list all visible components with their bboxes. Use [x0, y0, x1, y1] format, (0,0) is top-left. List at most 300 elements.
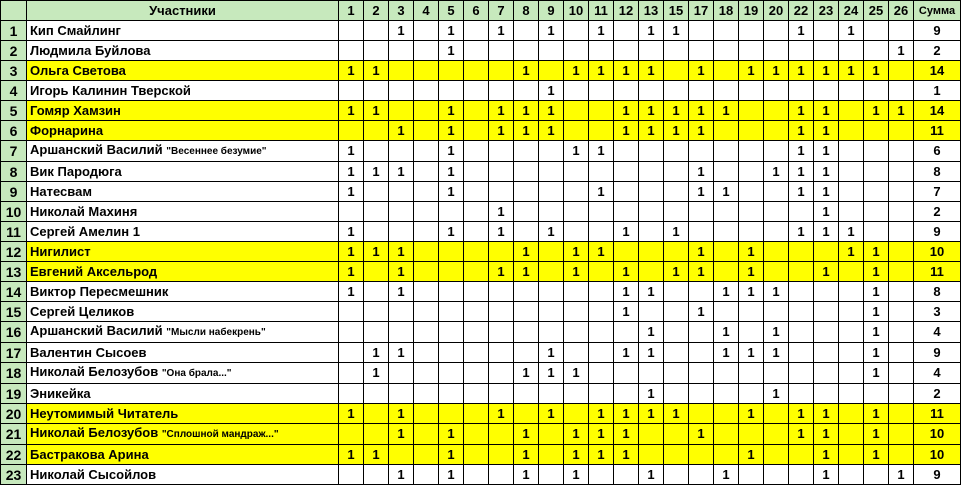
- round-mark: [889, 424, 914, 445]
- round-mark: [489, 343, 514, 363]
- header-round-12: 12: [614, 1, 639, 21]
- participant-name: Николай Белозубов: [30, 364, 159, 379]
- round-mark: 1: [839, 21, 864, 41]
- table-row: [1, 404, 961, 424]
- round-mark: 1: [739, 262, 764, 282]
- round-mark: [389, 384, 414, 404]
- round-mark: 1: [814, 101, 839, 121]
- round-mark: [564, 222, 589, 242]
- round-mark: 1: [864, 322, 889, 343]
- round-mark: [489, 322, 514, 343]
- row-number: 14: [1, 282, 27, 302]
- row-sum: 2: [914, 202, 961, 222]
- round-mark: 1: [439, 21, 464, 41]
- round-mark: [614, 41, 639, 61]
- participant-name: Николай Махиня: [30, 203, 138, 219]
- participant-name: Аршанский Василий: [30, 323, 163, 338]
- round-mark: [814, 21, 839, 41]
- header-round-19: 19: [739, 1, 764, 21]
- round-mark: [614, 322, 639, 343]
- round-mark: [614, 363, 639, 384]
- round-mark: [539, 282, 564, 302]
- round-mark: [414, 363, 439, 384]
- round-mark: [564, 162, 589, 182]
- round-mark: 1: [389, 424, 414, 445]
- round-mark: [439, 242, 464, 262]
- round-mark: [714, 404, 739, 424]
- round-mark: [489, 445, 514, 465]
- round-mark: [814, 322, 839, 343]
- round-mark: 1: [864, 61, 889, 81]
- round-mark: 1: [614, 282, 639, 302]
- round-mark: [364, 202, 389, 222]
- row-sum: 6: [914, 141, 961, 162]
- round-mark: [714, 21, 739, 41]
- round-mark: [714, 424, 739, 445]
- round-mark: [414, 404, 439, 424]
- round-mark: [639, 41, 664, 61]
- row-sum: 10: [914, 445, 961, 465]
- round-mark: 1: [339, 282, 364, 302]
- round-mark: [739, 141, 764, 162]
- round-mark: 1: [689, 262, 714, 282]
- round-mark: [339, 21, 364, 41]
- round-mark: 1: [714, 282, 739, 302]
- row-sum: 11: [914, 121, 961, 141]
- participant-cell: [27, 101, 339, 121]
- round-mark: [764, 424, 789, 445]
- round-mark: 1: [789, 182, 814, 202]
- row-number: 13: [1, 262, 27, 282]
- round-mark: 1: [789, 222, 814, 242]
- participant-name: Бастракова Арина: [30, 446, 149, 462]
- round-mark: [439, 202, 464, 222]
- round-mark: 1: [864, 343, 889, 363]
- row-number: 12: [1, 242, 27, 262]
- row-number: 17: [1, 343, 27, 363]
- round-mark: 1: [639, 21, 664, 41]
- round-mark: 1: [689, 162, 714, 182]
- round-mark: 1: [664, 262, 689, 282]
- round-mark: [689, 322, 714, 343]
- round-mark: [414, 343, 439, 363]
- round-mark: [389, 81, 414, 101]
- round-mark: [389, 41, 414, 61]
- participant-cell: [27, 222, 339, 242]
- round-mark: 1: [589, 404, 614, 424]
- table-row: [1, 202, 961, 222]
- round-mark: [564, 404, 589, 424]
- round-mark: [739, 162, 764, 182]
- participant-cell: [27, 262, 339, 282]
- round-mark: 1: [689, 121, 714, 141]
- round-mark: [414, 202, 439, 222]
- round-mark: [839, 445, 864, 465]
- round-mark: [414, 141, 439, 162]
- round-mark: [614, 242, 639, 262]
- round-mark: [889, 262, 914, 282]
- round-mark: [664, 302, 689, 322]
- round-mark: [739, 302, 764, 322]
- round-mark: [414, 222, 439, 242]
- participant-name: Неутомимый Читатель: [30, 405, 179, 421]
- round-mark: [714, 242, 739, 262]
- round-mark: [439, 404, 464, 424]
- round-mark: [789, 282, 814, 302]
- round-mark: 1: [789, 404, 814, 424]
- round-mark: 1: [514, 363, 539, 384]
- round-mark: 1: [389, 121, 414, 141]
- round-mark: [489, 81, 514, 101]
- round-mark: 1: [339, 445, 364, 465]
- round-mark: [364, 282, 389, 302]
- round-mark: 1: [689, 182, 714, 202]
- round-mark: [514, 21, 539, 41]
- round-mark: [464, 41, 489, 61]
- round-mark: [489, 363, 514, 384]
- round-mark: 1: [739, 404, 764, 424]
- round-mark: 1: [564, 61, 589, 81]
- round-mark: 1: [739, 242, 764, 262]
- round-mark: [764, 242, 789, 262]
- round-mark: [589, 343, 614, 363]
- round-mark: [714, 363, 739, 384]
- round-mark: [689, 445, 714, 465]
- participant-cell: [27, 363, 339, 384]
- participant-cell: [27, 384, 339, 404]
- round-mark: [864, 121, 889, 141]
- participant-name: Аршанский Василий: [30, 142, 163, 157]
- participant-name: Нигилист: [30, 243, 91, 259]
- round-mark: [864, 222, 889, 242]
- round-mark: 1: [689, 61, 714, 81]
- participant-cell: [27, 404, 339, 424]
- round-mark: [764, 182, 789, 202]
- round-mark: [689, 363, 714, 384]
- round-mark: [664, 182, 689, 202]
- round-mark: [614, 141, 639, 162]
- round-mark: [514, 222, 539, 242]
- round-mark: 1: [864, 262, 889, 282]
- round-mark: 1: [714, 322, 739, 343]
- round-mark: [414, 445, 439, 465]
- table-row: [1, 81, 961, 101]
- round-mark: 1: [889, 101, 914, 121]
- round-mark: [839, 141, 864, 162]
- round-mark: [839, 302, 864, 322]
- round-mark: [589, 262, 614, 282]
- round-mark: [414, 21, 439, 41]
- header-round-25: 25: [864, 1, 889, 21]
- round-mark: [439, 363, 464, 384]
- round-mark: [564, 101, 589, 121]
- round-mark: [864, 141, 889, 162]
- round-mark: [664, 81, 689, 101]
- round-mark: [464, 202, 489, 222]
- round-mark: [889, 81, 914, 101]
- round-mark: [614, 465, 639, 485]
- round-mark: [839, 384, 864, 404]
- round-mark: 1: [439, 101, 464, 121]
- header-round-6: 6: [464, 1, 489, 21]
- round-mark: [839, 262, 864, 282]
- row-number: 1: [1, 21, 27, 41]
- round-mark: [839, 182, 864, 202]
- row-number: 16: [1, 322, 27, 343]
- round-mark: 1: [364, 242, 389, 262]
- round-mark: [764, 101, 789, 121]
- row-number: 18: [1, 363, 27, 384]
- round-mark: 1: [514, 465, 539, 485]
- participant-name: Эникейка: [30, 385, 91, 401]
- round-mark: [764, 121, 789, 141]
- table-row: [1, 262, 961, 282]
- round-mark: [764, 222, 789, 242]
- round-mark: [639, 202, 664, 222]
- round-mark: [439, 322, 464, 343]
- round-mark: [689, 202, 714, 222]
- table-row: [1, 302, 961, 322]
- round-mark: 1: [864, 302, 889, 322]
- round-mark: [464, 262, 489, 282]
- round-mark: [464, 101, 489, 121]
- round-mark: [464, 302, 489, 322]
- round-mark: 1: [814, 121, 839, 141]
- round-mark: [464, 465, 489, 485]
- round-mark: [414, 424, 439, 445]
- participant-name: Николай Белозубов: [30, 425, 159, 440]
- round-mark: 1: [714, 182, 739, 202]
- table-row: [1, 141, 961, 162]
- row-sum: 4: [914, 363, 961, 384]
- row-number: 3: [1, 61, 27, 81]
- round-mark: 1: [564, 141, 589, 162]
- round-mark: [789, 363, 814, 384]
- round-mark: [814, 41, 839, 61]
- round-mark: [364, 21, 389, 41]
- row-sum: 8: [914, 282, 961, 302]
- round-mark: [839, 465, 864, 485]
- round-mark: 1: [364, 445, 389, 465]
- header-round-23: 23: [814, 1, 839, 21]
- row-sum: 9: [914, 343, 961, 363]
- round-mark: [889, 121, 914, 141]
- round-mark: [439, 61, 464, 81]
- row-number: 4: [1, 81, 27, 101]
- round-mark: [864, 162, 889, 182]
- participant-cell: [27, 242, 339, 262]
- round-mark: [339, 363, 364, 384]
- round-mark: [514, 404, 539, 424]
- round-mark: [839, 202, 864, 222]
- header-round-26: 26: [889, 1, 914, 21]
- round-mark: 1: [339, 162, 364, 182]
- round-mark: [364, 141, 389, 162]
- round-mark: [889, 445, 914, 465]
- round-mark: [664, 242, 689, 262]
- round-mark: 1: [489, 21, 514, 41]
- participant-cell: [27, 322, 339, 343]
- round-mark: 1: [814, 162, 839, 182]
- round-mark: [614, 202, 639, 222]
- round-mark: [589, 202, 614, 222]
- round-mark: [364, 182, 389, 202]
- round-mark: [539, 61, 564, 81]
- round-mark: [839, 81, 864, 101]
- round-mark: [839, 282, 864, 302]
- round-mark: 1: [639, 121, 664, 141]
- round-mark: 1: [714, 101, 739, 121]
- header-round-15: 15: [664, 1, 689, 21]
- round-mark: 1: [339, 222, 364, 242]
- round-mark: [639, 302, 664, 322]
- round-mark: [414, 302, 439, 322]
- round-mark: 1: [739, 61, 764, 81]
- round-mark: [339, 41, 364, 61]
- round-mark: [664, 41, 689, 61]
- round-mark: [664, 282, 689, 302]
- round-mark: 1: [764, 343, 789, 363]
- row-number: 2: [1, 41, 27, 61]
- round-mark: [639, 445, 664, 465]
- round-mark: [714, 141, 739, 162]
- round-mark: [539, 242, 564, 262]
- table-row: [1, 61, 961, 81]
- round-mark: 1: [564, 363, 589, 384]
- header-row: [1, 1, 961, 21]
- round-mark: 1: [439, 445, 464, 465]
- round-mark: 1: [639, 343, 664, 363]
- round-mark: [364, 322, 389, 343]
- participant-cell: [27, 121, 339, 141]
- round-mark: [389, 101, 414, 121]
- header-corner: [1, 1, 27, 21]
- row-sum: 11: [914, 404, 961, 424]
- round-mark: 1: [839, 61, 864, 81]
- round-mark: 1: [514, 242, 539, 262]
- round-mark: [514, 302, 539, 322]
- round-mark: [414, 121, 439, 141]
- round-mark: [489, 282, 514, 302]
- round-mark: [714, 121, 739, 141]
- round-mark: [764, 41, 789, 61]
- round-mark: [739, 101, 764, 121]
- header-round-22: 22: [789, 1, 814, 21]
- round-mark: [389, 363, 414, 384]
- round-mark: 1: [439, 41, 464, 61]
- round-mark: [539, 465, 564, 485]
- round-mark: 1: [539, 222, 564, 242]
- round-mark: [414, 465, 439, 485]
- round-mark: [389, 141, 414, 162]
- round-mark: [514, 282, 539, 302]
- round-mark: [889, 302, 914, 322]
- round-mark: 1: [814, 262, 839, 282]
- round-mark: [789, 302, 814, 322]
- row-sum: 3: [914, 302, 961, 322]
- round-mark: [589, 101, 614, 121]
- participant-cell: [27, 141, 339, 162]
- round-mark: 1: [664, 101, 689, 121]
- round-mark: 1: [389, 162, 414, 182]
- round-mark: [714, 61, 739, 81]
- round-mark: [464, 121, 489, 141]
- row-sum: 4: [914, 322, 961, 343]
- round-mark: 1: [714, 465, 739, 485]
- row-sum: 9: [914, 21, 961, 41]
- header-round-9: 9: [539, 1, 564, 21]
- row-sum: 10: [914, 242, 961, 262]
- round-mark: [464, 384, 489, 404]
- table-row: [1, 21, 961, 41]
- row-sum: 9: [914, 222, 961, 242]
- round-mark: 1: [614, 101, 639, 121]
- participant-name: Людмила Буйлова: [30, 42, 151, 58]
- round-mark: [364, 41, 389, 61]
- table-row: [1, 384, 961, 404]
- round-mark: [639, 141, 664, 162]
- round-mark: 1: [789, 424, 814, 445]
- round-mark: [739, 81, 764, 101]
- round-mark: 1: [789, 61, 814, 81]
- round-mark: 1: [814, 222, 839, 242]
- table-row: [1, 465, 961, 485]
- participant-name: Гомяр Хамзин: [30, 102, 121, 118]
- round-mark: [864, 41, 889, 61]
- round-mark: [689, 81, 714, 101]
- round-mark: [464, 282, 489, 302]
- round-mark: 1: [814, 465, 839, 485]
- round-mark: 1: [539, 21, 564, 41]
- round-mark: 1: [339, 61, 364, 81]
- round-mark: 1: [564, 445, 589, 465]
- round-mark: [514, 384, 539, 404]
- round-mark: 1: [439, 465, 464, 485]
- round-mark: [489, 182, 514, 202]
- round-mark: [589, 363, 614, 384]
- round-mark: 1: [664, 222, 689, 242]
- round-mark: 1: [364, 363, 389, 384]
- round-mark: 1: [489, 404, 514, 424]
- round-mark: [889, 182, 914, 202]
- round-mark: [764, 465, 789, 485]
- round-mark: 1: [589, 424, 614, 445]
- table-row: [1, 182, 961, 202]
- round-mark: [414, 322, 439, 343]
- header-round-17: 17: [689, 1, 714, 21]
- round-mark: 1: [789, 162, 814, 182]
- participant-cell: [27, 424, 339, 445]
- round-mark: 1: [864, 242, 889, 262]
- round-mark: [739, 322, 764, 343]
- round-mark: 1: [489, 262, 514, 282]
- round-mark: [539, 41, 564, 61]
- round-mark: [839, 162, 864, 182]
- round-mark: 1: [739, 282, 764, 302]
- round-mark: [414, 162, 439, 182]
- round-mark: [514, 141, 539, 162]
- round-mark: [389, 302, 414, 322]
- round-mark: [539, 141, 564, 162]
- round-mark: 1: [489, 222, 514, 242]
- round-mark: [689, 141, 714, 162]
- round-mark: [464, 343, 489, 363]
- round-mark: 1: [639, 384, 664, 404]
- round-mark: [514, 162, 539, 182]
- participant-cell: [27, 202, 339, 222]
- round-mark: [589, 465, 614, 485]
- table-row: [1, 363, 961, 384]
